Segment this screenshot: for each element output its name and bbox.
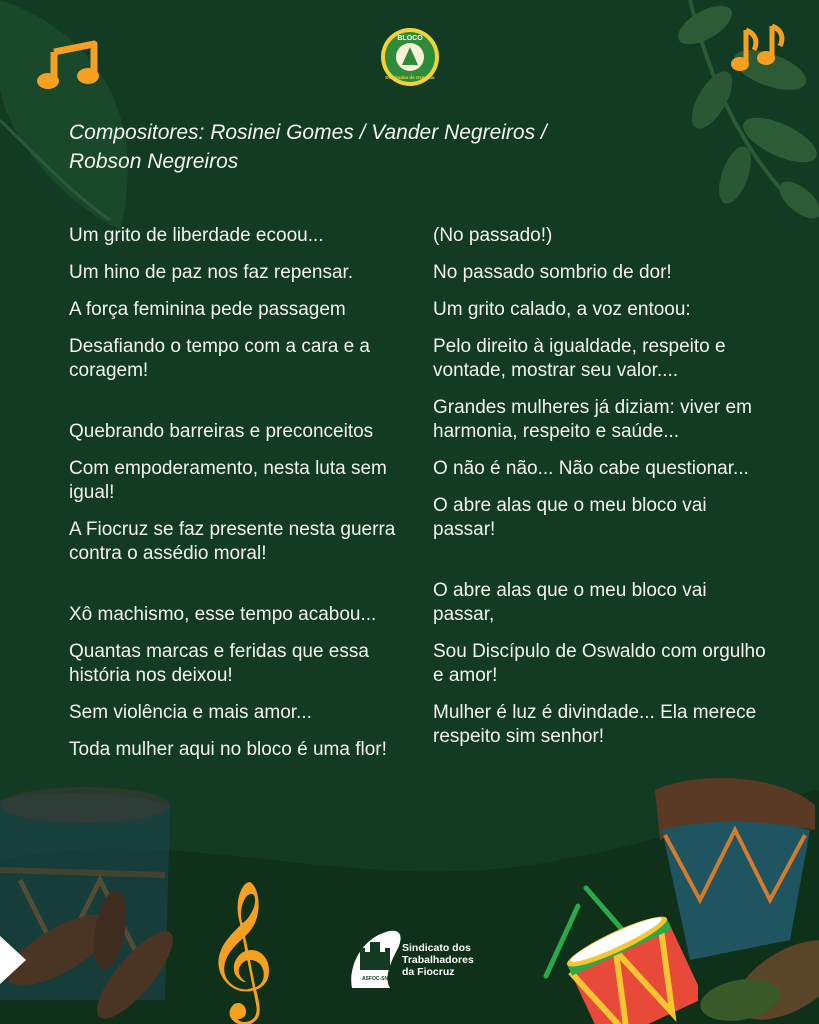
lyric-line: Quebrando barreiras e preconceitos	[69, 421, 374, 442]
composers-line-2: Robson Negreiros	[69, 150, 239, 173]
lyric-line: Xô machismo, esse tempo acabou...	[69, 604, 377, 625]
lyric-line: Sem violência e mais amor...	[69, 702, 312, 723]
lyric-line: Um grito calado, a voz entoou:	[433, 299, 691, 320]
bloco-logo	[380, 27, 440, 87]
play-triangle-icon	[0, 930, 30, 990]
composers-credit	[69, 118, 669, 176]
drum-icon	[538, 876, 698, 1024]
union-name-line-2: Trabalhadores	[402, 954, 474, 966]
lyric-line: Pelo direito à igualdade, respeito e vontade, mostrar seu valor....	[433, 336, 726, 381]
lyric-line: Grandes mulheres já diziam: viver em harmonia, respeito e saúde...	[433, 397, 752, 442]
lyrics-right-column	[433, 224, 773, 762]
lyric-line: Desafiando o tempo com a cara e a coragem!	[69, 336, 371, 381]
stanza-gap	[69, 396, 399, 420]
lyric-line: Mulher é luz é divindade... Ela merece respeito sim senhor!	[433, 702, 757, 747]
lyrics-left-column	[69, 224, 399, 775]
lyric-line: Sou Discípulo de Oswaldo com orgulho e amor!	[433, 641, 766, 686]
lyric-line: A força feminina pede passagem	[69, 299, 346, 320]
lyric-line: Toda mulher aqui no bloco é uma flor!	[69, 739, 387, 760]
lyric-line: Quantas marcas e feridas que essa história nos deixou!	[69, 641, 369, 686]
union-name-line-3: da Fiocruz	[402, 966, 455, 978]
union-name	[402, 942, 492, 978]
music-note-icon	[36, 40, 102, 90]
stanza-gap	[69, 579, 399, 603]
lyric-line: O não é não... Não cabe questionar...	[433, 458, 749, 479]
lyric-line: O abre alas que o meu bloco vai passar,	[433, 580, 707, 625]
logo-text-top: BLOCO	[397, 35, 423, 42]
double-note-icon	[728, 22, 786, 74]
logo-text-bottom: Discípulos de Oswaldo	[385, 75, 435, 80]
asfoc-badge: ASFOC-SN	[361, 976, 389, 982]
stanza-gap	[433, 555, 773, 579]
lyric-line: Um grito de liberdade ecoou...	[69, 225, 324, 246]
union-name-line-1: Sindicato dos	[402, 942, 471, 954]
lyric-line: Com empoderamento, nesta luta sem igual!	[69, 458, 387, 503]
lyric-line: (No passado!)	[433, 225, 553, 246]
composers-line-1: Compositores: Rosinei Gomes / Vander Negreiros /	[69, 121, 547, 144]
lyric-line: Um hino de paz nos faz repensar.	[69, 262, 354, 283]
treble-clef-icon: 𝄞	[204, 880, 275, 1019]
lyric-line: O abre alas que o meu bloco vai passar!	[433, 495, 707, 540]
lyric-line: A Fiocruz se faz presente nesta guerra contra o assédio moral!	[69, 519, 396, 564]
lyric-line: No passado sombrio de dor!	[433, 262, 672, 283]
